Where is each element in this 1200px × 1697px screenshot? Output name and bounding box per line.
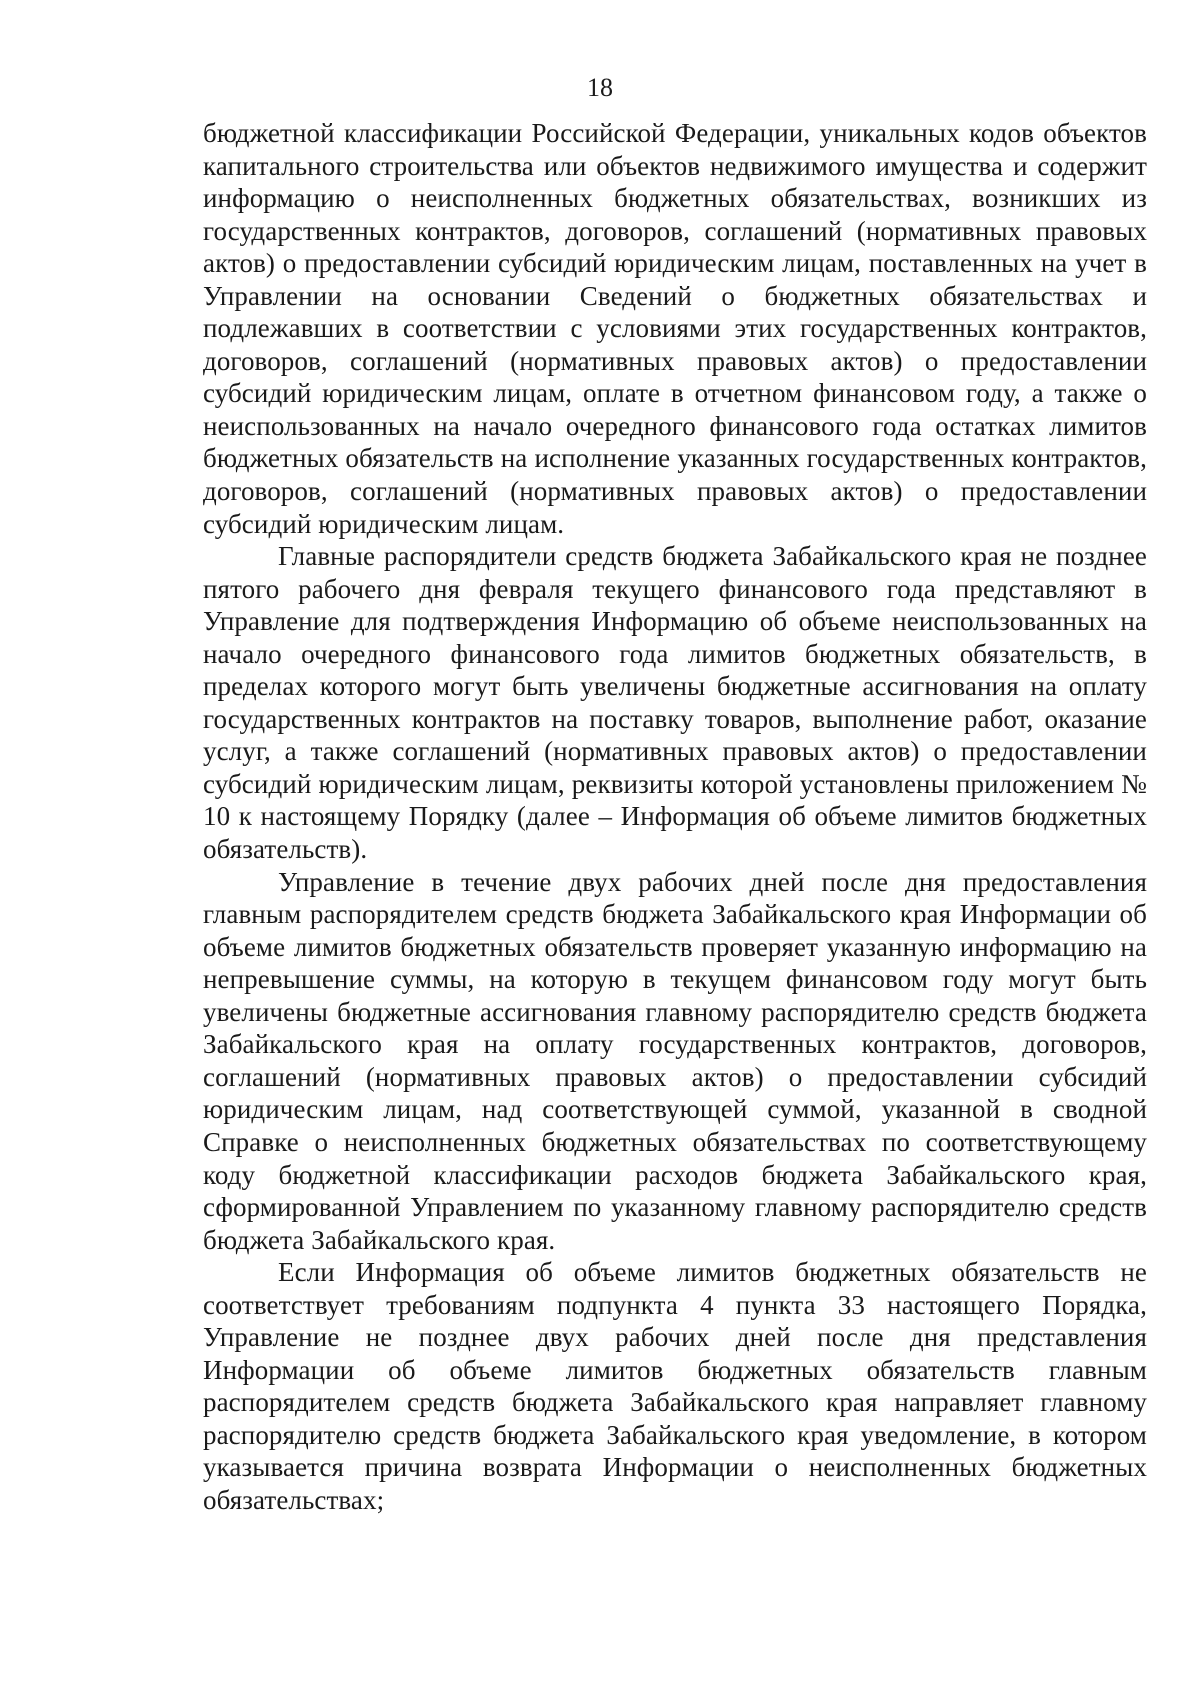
page-number: 18: [587, 73, 613, 102]
paragraph-main-managers-deadline: Главные распорядители средств бюджета Забайкальского края не позднее пятого рабочего дня февраля текущего финансового года представляют в Управление для подтверждения Информацию об объеме неиспользованных на начало очередного финансового года лимитов бюджетных обязательств, в пределах которого могут быть увеличены бюджетные ассигнования на оплату государственных контрактов на поставку товаров, выполнение работ, оказание услуг, а также соглашений (нормативных правовых актов) о предоставлении субсидий юридическим лицам, реквизиты которой установлены приложением № 10 к настоящему Порядку (далее – Информация об объеме лимитов бюджетных обязательств).: [203, 541, 1147, 865]
paragraph-continuation: бюджетной классификации Российской Федерации, уникальных кодов объектов капитального строительства или объектов недвижимого имущества и содержит информацию о неисполненных бюджетных обязательствах, возникших из государственных контрактов, договоров, соглашений (нормативных правовых актов) о предоставлении субсидий юридическим лицам, поставленных на учет в Управлении на основании Сведений о бюджетных обязательствах и подлежавших в соответствии с условиями этих государственных контрактов, договоров, соглашений (нормативных правовых актов) о предоставлении субсидий юридическим лицам, оплате в отчетном финансовом году, а также о неиспользованных на начало очередного финансового года остатках лимитов бюджетных обязательств на исполнение указанных государственных контрактов, договоров, соглашений (нормативных правовых актов) о предоставлении субсидий юридическим лицам.: [203, 118, 1147, 539]
document-body: [203, 117, 1147, 1517]
paragraph-management-verification: Управление в течение двух рабочих дней после дня предоставления главным распорядителем средств бюджета Забайкальского края Информации об объеме лимитов бюджетных обязательств проверяет указанную информацию на непревышение суммы, на которую в текущем финансовом году могут быть увеличены бюджетные ассигнования главному распорядителю средств бюджета Забайкальского края на оплату государственных контрактов, договоров, соглашений (нормативных правовых актов) о предоставлении субсидий юридическим лицам, над соответствующей суммой, указанной в сводной Справке о неисполненных бюджетных обязательствах по соответствующему коду бюджетной классификации расходов бюджета Забайкальского края, сформированной Управлением по указанному главному распорядителю средств бюджета Забайкальского края.: [203, 866, 1147, 1255]
paragraph-noncompliance-return: Если Информация об объеме лимитов бюджетных обязательств не соответствует требованиям подпункта 4 пункта 33 настоящего Порядка, Управление не позднее двух рабочих дней после дня представления Информации об объеме лимитов бюджетных обязательств главным распорядителем средств бюджета Забайкальского края направляет главному распорядителю средств бюджета Забайкальского края уведомление, в котором указывается причина возврата Информации о неисполненных бюджетных обязательствах;: [203, 1257, 1147, 1515]
